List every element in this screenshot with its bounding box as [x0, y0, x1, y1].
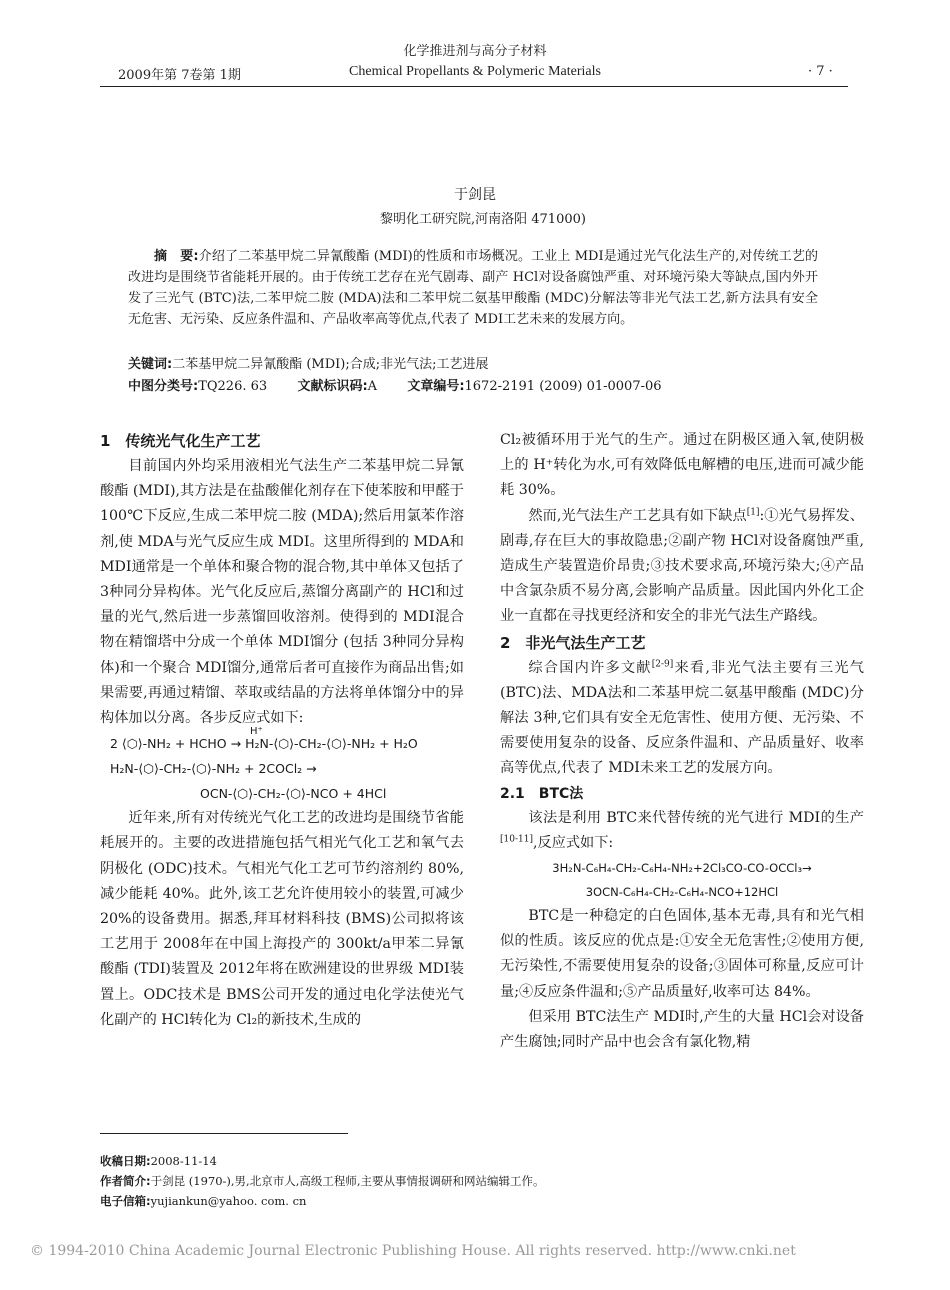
text: :①光气易挥发、剧毒,存在巨大的事故隐患;②副产物 HCl对设备腐蚀严重,造成生产装置造价昂贵;③技术要求高,环境污染大;④产品中含氯杂质不易分离,会影响产品质量。因此国内外化工企业一直都在寻找更经济和安全的非光气法生产路线。	[500, 507, 864, 625]
email: yujiankun@yahoo. com. cn	[150, 1194, 307, 1208]
subsection-heading-2-1: 2.1 BTC法	[500, 785, 584, 802]
text: 综合国内许多文献	[528, 659, 652, 676]
received-label: 收稿日期:	[100, 1154, 151, 1168]
paragraph: Cl₂被循环用于光气的生产。通过在阴极区通入氧,使阴极上的 H⁺转化为水,可有效降低电解槽的电压,进而可减少能耗 30%。	[500, 432, 864, 499]
section-heading-1: 1 传统光气化生产工艺	[100, 432, 261, 450]
text: 来看,非光气法主要有三光气 (BTC)法、MDA法和二苯基甲烷二氨基甲酸酯 (MDC)分解法 3种,它们具有安全无危害性、使用方便、无污染、不需要使用复杂的设备、反应条件温和、产品质量好、收率高等优点,代表了 MDI未来工艺的发展方向。	[500, 659, 864, 777]
journal-title-cn: 化学推进剂与高分子材料	[403, 44, 547, 59]
header-rule	[100, 86, 848, 87]
citation: [2-9]	[651, 658, 674, 669]
paragraph: BTC是一种稳定的白色固体,基本无毒,具有和光气相似的性质。该反应的优点是:①安全无危害性;②使用方便,无污染性,不需要使用复杂的设备;③固体可称量,反应可计量;④反应条件温和;⑤产品质量好,收率可达 84%。	[500, 908, 864, 1000]
equation-1	[100, 726, 464, 756]
keywords: 二苯基甲烷二异氰酸酯 (MDI);合成;非光气法;工艺进展	[172, 357, 489, 372]
keywords-line	[128, 354, 818, 375]
clc-code: TQ226. 63	[198, 379, 268, 394]
text: 然而,光气法生产工艺具有如下缺点	[528, 507, 747, 524]
page-number: · 7 ·	[808, 64, 833, 79]
footnote-received	[100, 1152, 217, 1170]
citation: [1]	[746, 506, 760, 517]
catalyst-label: H⁺	[250, 726, 263, 738]
article-no-label: 文章编号:	[407, 379, 465, 394]
received-date: 2008-11-14	[150, 1154, 217, 1168]
paragraph: 但采用 BTC法生产 MDI时,产生的大量 HCl会对设备产生腐蚀;同时产品中也会含有氯化物,精	[500, 1008, 864, 1051]
journal-title-en: Chemical Propellants & Polymeric Materials	[349, 64, 601, 79]
email-label: 电子信箱:	[100, 1194, 151, 1208]
doc-code: A	[367, 379, 378, 394]
clc-label: 中图分类号:	[128, 379, 199, 394]
issue-info: 2009年第 7卷第 1期	[118, 68, 241, 83]
footnote-rule	[100, 1133, 348, 1134]
author-name: 于剑昆	[454, 187, 496, 203]
citation: [10-11]	[500, 834, 533, 845]
classification-line	[128, 376, 818, 397]
section-heading-2: 2 非光气法生产工艺	[500, 633, 646, 652]
abstract	[128, 246, 818, 330]
copyright-line: © 1994-2010 China Academic Journal Electronic Publishing House. All rights reserved. http://www.cnki.net	[30, 1243, 796, 1259]
footnote-bio	[100, 1172, 545, 1190]
affiliation: 黎明化工研究院,河南洛阳 471000)	[380, 212, 586, 227]
bio-label: 作者简介:	[100, 1174, 151, 1188]
abstract-label: 摘 要:	[154, 249, 199, 264]
abstract-text: 介绍了二苯基甲烷二异氰酸酯 (MDI)的性质和市场概况。工业上 MDI是通过光气化法生产的,对传统工艺的改进均是围绕节省能耗开展的。由于传统工艺存在光气剧毒、副产 HCl对设备腐蚀严重、对环境污染大等缺点,国内外开发了三光气 (BTC)法,二苯甲烷二胺 (MDA)法和二苯甲烷二氨基甲酸酯 (MDC)分解法等非光气法工艺,新方法具有安全无危害、无污染、反应条件温和、产品收率高等优点,代表了 MDI工艺未来的发展方向。	[128, 249, 819, 327]
right-column	[500, 428, 864, 1055]
paragraph	[500, 504, 864, 630]
equation-2: H₂N-⟨⬡⟩-CH₂-⟨⬡⟩-NH₂ + 2COCl₂ →	[110, 761, 317, 777]
bio-text: 于剑昆 (1970-),男,北京市人,高级工程师,主要从事情报调研和网站编辑工作。	[150, 1174, 545, 1188]
paragraph	[500, 806, 864, 856]
text: ,反应式如下:	[532, 834, 614, 851]
keywords-label: 关键词:	[128, 357, 173, 372]
equation-5: 3OCN-C₆H₄-CH₂-C₆H₄-NCO+12HCl	[585, 885, 779, 900]
paragraph: 目前国内外均采用液相光气法生产二苯基甲烷二异氰酸酯 (MDI),其方法是在盐酸催化剂存在下使苯胺和甲醛于 100℃下反应,生成二苯甲烷二胺 (MDA);然后用氯苯作溶剂,使 MDA与光气反应生成 MDI。这里所得到的 MDA和 MDI通常是一个单体和聚合物的混合物,其中单体又包括了 3种同分异构体。光气化反应后,蒸馏分离副产的 HCl和过量的光气,然后进一步蒸馏回收溶剂。使得到的 MDI混合物在精馏塔中分成一个单体 MDI馏分 (包括 3种同分异构体)和一个聚合 MDI馏分,通常后者可直接作为商品出售;如果需要,再通过精馏、萃取或结晶的方法将单体馏分中的异构体加以分离。各步反应式如下:	[100, 458, 464, 727]
doc-code-label: 文献标识码:	[297, 379, 368, 394]
article-no: 1672-2191 (2009) 01-0007-06	[464, 379, 662, 394]
text: 该法是利用 BTC来代替传统的光气进行 MDI的生产	[528, 809, 864, 826]
equation-4: 3H₂N-C₆H₄-CH₂-C₆H₄-NH₂+2Cl₃CO-CO-OCCl₃→	[552, 861, 812, 876]
footnote-email	[100, 1192, 306, 1210]
equation-3: OCN-⟨⬡⟩-CH₂-⟨⬡⟩-NCO + 4HCl	[200, 786, 387, 802]
left-column	[100, 428, 464, 1033]
paragraph: 近年来,所有对传统光气化工艺的改进均是围绕节省能耗展开的。主要的改进措施包括气相光气化工艺和氧气去阴极化 (ODC)技术。气相光气化工艺可节约溶剂约 80%,减少能耗 40%。此外,该工艺允许使用较小的装置,可减少 20%的设备费用。据悉,拜耳材料科技 (BMS)公司拟将该工艺用于 2008年在中国上海投产的 300kt/a甲苯二异氰酸酯 (TDI)装置及 2012年将在欧洲建设的世界级 MDI装置上。ODC技术是 BMS公司开发的通过电化学法使光气化副产的 HCl转化为 Cl₂的新技术,生成的	[100, 810, 464, 1028]
paragraph	[500, 656, 864, 782]
equation-text: 2 ⟨⬡⟩-NH₂ + HCHO → H₂N-⟨⬡⟩-CH₂-⟨⬡⟩-NH₂ + H₂O	[110, 736, 418, 752]
